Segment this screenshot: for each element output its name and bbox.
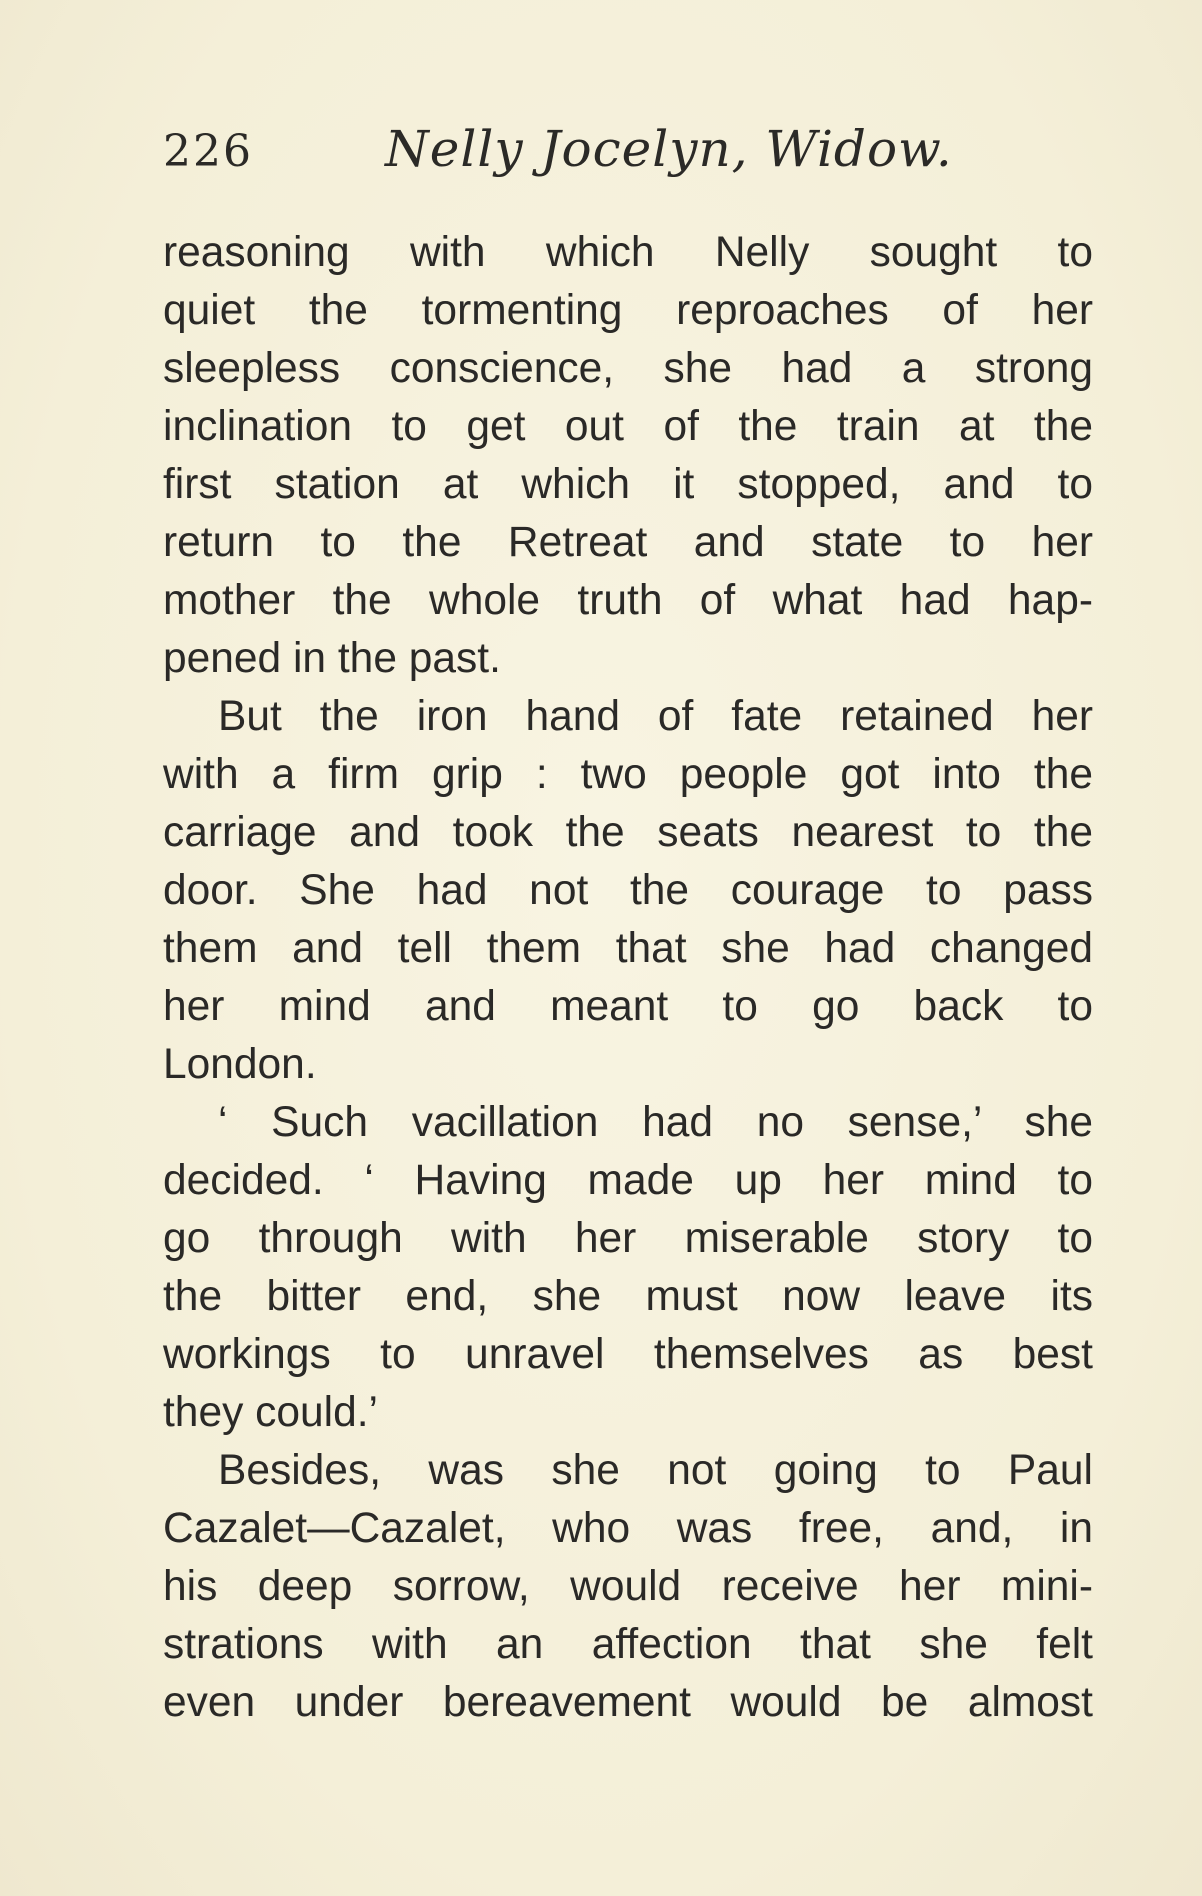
text-line: decided. ‘ Having made up her mind to (163, 1157, 1093, 1204)
text-line: the bitter end, she must now leave its (163, 1273, 1093, 1320)
text-line: pened in the past. (163, 635, 501, 682)
text-line: mother the whole truth of what had hap- (163, 577, 1093, 624)
text-line: door. She had not the courage to pass (163, 867, 1093, 914)
text-line: ‘ Such vacillation had no sense,’ she (218, 1099, 1093, 1146)
text-line: his deep sorrow, would receive her mini- (163, 1563, 1093, 1610)
text-line: strations with an affection that she felt (163, 1621, 1093, 1668)
text-line: reasoning with which Nelly sought to (163, 229, 1093, 276)
text-line: inclination to get out of the train at the (163, 403, 1093, 450)
text-line: carriage and took the seats nearest to the (163, 809, 1093, 856)
text-line: sleepless conscience, she had a strong (163, 345, 1093, 392)
text-line: with a firm grip : two people got into the (163, 751, 1093, 798)
text-line: London. (163, 1041, 317, 1088)
text-line: first station at which it stopped, and to (163, 461, 1093, 508)
running-title: Nelly Jocelyn, Widow. (385, 120, 953, 178)
page-number: 226 (163, 126, 253, 177)
text-line: Cazalet—Cazalet, who was free, and, in (163, 1505, 1093, 1552)
text-line: even under bereavement would be almost (163, 1679, 1093, 1726)
text-line: return to the Retreat and state to her (163, 519, 1093, 566)
text-line: them and tell them that she had changed (163, 925, 1093, 972)
body-text (163, 224, 1093, 1732)
text-line: quiet the tormenting reproaches of her (163, 287, 1093, 334)
text-line: But the iron hand of fate retained her (218, 693, 1093, 740)
text-line: go through with her miserable story to (163, 1215, 1093, 1262)
text-line: workings to unravel themselves as best (163, 1331, 1093, 1378)
page-header (163, 118, 1093, 188)
text-line: they could.’ (163, 1389, 378, 1436)
text-line: her mind and meant to go back to (163, 983, 1093, 1030)
text-line: Besides, was she not going to Paul (218, 1447, 1093, 1494)
